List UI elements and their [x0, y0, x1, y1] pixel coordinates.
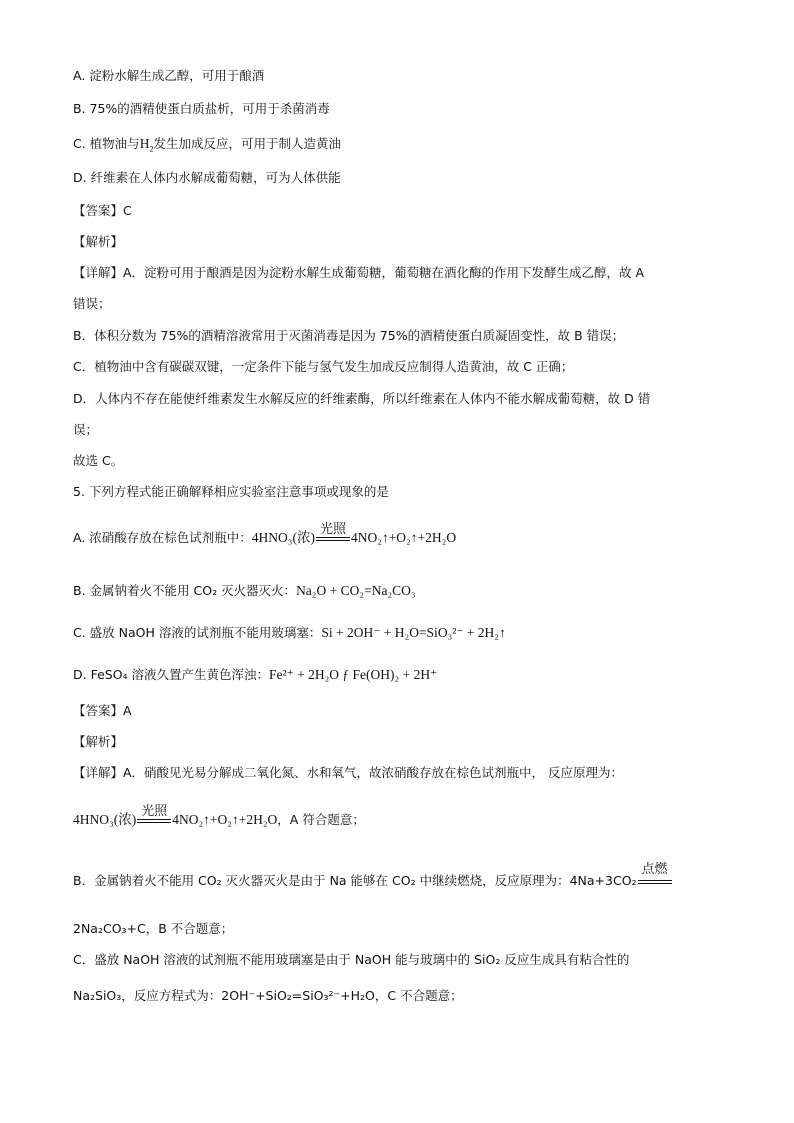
q5-analysis-heading: 【解析】	[73, 734, 124, 749]
nitric-lhs: 4HNO₃(浓)	[251, 530, 315, 545]
q4-option-b: B. 75%的酒精使蛋白质盐析，可用于杀菌消毒	[73, 101, 330, 116]
q5-option-d	[73, 668, 437, 682]
q5-answer: 【答案】A	[73, 703, 132, 718]
q5-detail-a: 【详解】A．硝酸见光易分解成二氧化氮、水和氧气，故浓硝酸存放在棕色试剂瓶中， 反应原理为：	[73, 765, 624, 780]
q5-detail-a-equation	[73, 803, 365, 827]
q4-analysis-heading: 【解析】	[73, 234, 124, 249]
q4-option-c-pre: C. 植物油与	[73, 136, 140, 151]
q5-option-a	[73, 521, 457, 545]
light-condition-arrow	[316, 521, 350, 545]
q5-option-b-equation: Na₂O + CO₂=Na₂CO₃	[296, 583, 416, 598]
ignite-condition-label: 点燃	[641, 861, 668, 877]
q5-option-d-text: D. FeSO₄ 溶液久置产生黄色浑浊：	[73, 667, 270, 682]
nitric-rhs: 4NO₂↑+O₂↑+2H₂O	[350, 530, 457, 545]
h2-formula: $H_2$	[139, 136, 154, 154]
q4-detail-d-cont: 误；	[73, 422, 99, 437]
q5-detail-b-cont: 2Na₂CO₃+C，B 不合题意；	[73, 921, 234, 936]
q4-option-d: D. 纤维素在人体内水解成葡萄糖，可为人体供能	[73, 170, 341, 185]
q5-stem: 5. 下列方程式能正确解释相应实验室注意事项或现象的是	[73, 484, 389, 499]
q4-detail-a: 【详解】A．淀粉可用于酿酒是因为淀粉水解生成葡萄糖，葡萄糖在酒化酶的作用下发酵生成乙醇，故 A	[73, 265, 645, 280]
q5-detail-c: C．盛放 NaOH 溶液的试剂瓶不能用玻璃塞是由于 NaOH 能与玻璃中的 SiO₂ 反应生成具有粘合性的	[73, 952, 630, 967]
q4-option-c	[73, 136, 341, 154]
q5-option-d-equation: Fe²⁺ + 2H₂O ƒ Fe(OH)₂ + 2H⁺	[269, 667, 438, 682]
q5-option-a-text: A. 浓硝酸存放在棕色试剂瓶中：	[73, 530, 252, 545]
q4-option-a: A. 淀粉水解生成乙醇，可用于酿酒	[73, 68, 265, 83]
q4-detail-d: D．人体内不存在能使纤维素发生水解反应的纤维素酶，所以纤维素在人体内不能水解成葡萄糖，故 D 错	[73, 391, 651, 406]
q4-answer: 【答案】C	[73, 203, 132, 218]
q5-detail-a-suffix: ，A 符合题意；	[277, 812, 365, 827]
q4-detail-b: B．体积分数为 75%的酒精溶液常用于灭菌消毒是因为 75%的酒精使蛋白质凝固变性，故 B 错误；	[73, 328, 625, 343]
q5-detail-b	[73, 861, 673, 888]
q4-detail-c: C．植物油中含有碳碳双键，一定条件下能与氢气发生加成反应制得人造黄油，故 C 正确；	[73, 359, 574, 374]
q5-option-c	[73, 626, 506, 640]
q5-detail-c-cont: Na₂SiO₃，反应方程式为：2OH⁻+SiO₂=SiO₃²⁻+H₂O，C 不合题意；	[73, 988, 463, 1003]
q4-option-c-post: 发生加成反应，可用于制人造黄油	[153, 136, 341, 151]
light-condition-label: 光照	[319, 521, 346, 537]
q5-option-b	[73, 584, 416, 598]
nitric-lhs-2: 4HNO₃(浓)	[73, 812, 137, 827]
q5-detail-b-text: B．金属钠着火不能用 CO₂ 灭火器灭火是由于 Na 能够在 CO₂ 中继续燃烧，反应原理为：4Na+3CO₂	[73, 873, 637, 888]
q5-option-c-equation: Si + 2OH⁻ + H₂O=SiO₃²⁻ + 2H₂↑	[321, 625, 506, 640]
q5-option-b-text: B. 金属钠着火不能用 CO₂ 灭火器灭火：	[73, 583, 297, 598]
nitric-rhs-2: 4NO₂↑+O₂↑+2H₂O	[172, 812, 278, 827]
q4-detail-a-cont: 错误；	[73, 296, 111, 311]
ignite-condition-arrow	[638, 861, 672, 888]
q4-conclusion: 故选 C。	[73, 453, 124, 468]
light-condition-arrow-2	[137, 803, 171, 827]
q5-option-c-text: C. 盛放 NaOH 溶液的试剂瓶不能用玻璃塞：	[73, 625, 322, 640]
light-condition-label-2: 光照	[141, 803, 168, 819]
